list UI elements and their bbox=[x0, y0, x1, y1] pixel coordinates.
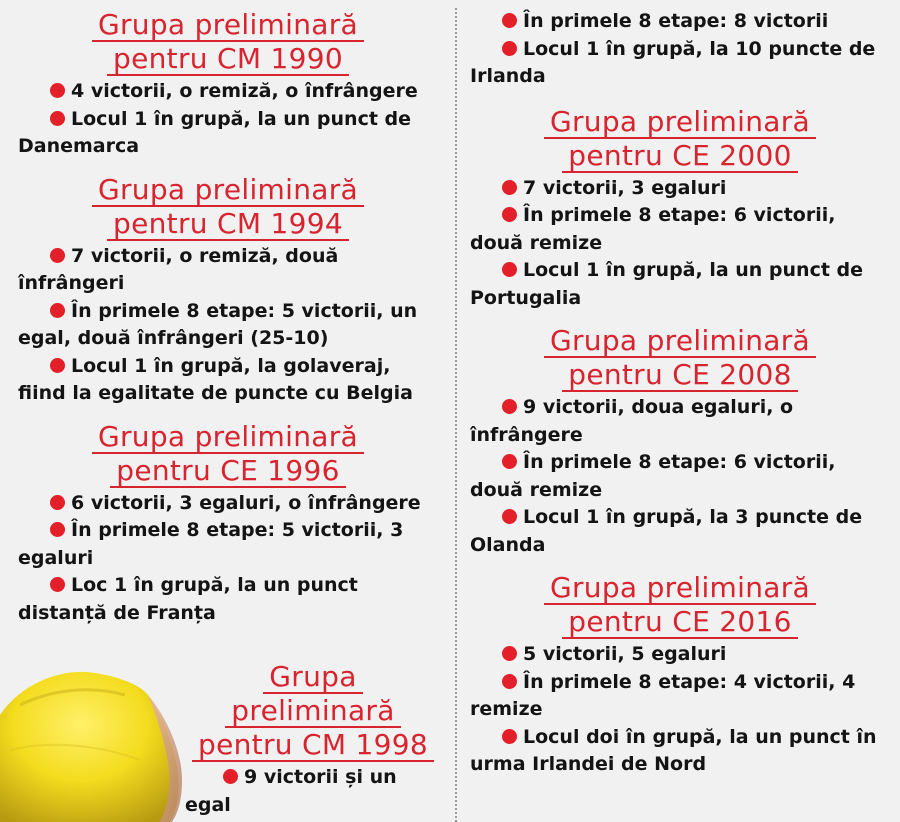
stats-list bbox=[185, 764, 441, 819]
bullet-icon bbox=[502, 13, 517, 28]
title-line: Grupa preliminară bbox=[92, 422, 364, 454]
title-line: Grupa preliminară bbox=[92, 10, 364, 42]
bullet-icon bbox=[50, 303, 65, 318]
list-item: 5 victorii, 5 egaluri bbox=[470, 641, 890, 669]
bullet-icon bbox=[223, 769, 238, 784]
list-item: 6 victorii, 3 egaluri, o înfrângere bbox=[18, 490, 438, 518]
bullet-icon bbox=[50, 522, 65, 537]
title-line: Grupa bbox=[263, 662, 362, 694]
list-item: În primele 8 etape: 5 victorii, 3 egaluri bbox=[18, 519, 404, 569]
title-line: Grupa preliminară bbox=[544, 107, 816, 139]
section-ce-2016 bbox=[470, 571, 890, 779]
bullet-icon bbox=[502, 399, 517, 414]
list-item: Locul 1 în grupă, la 3 puncte de Olanda bbox=[470, 506, 863, 556]
stats-list bbox=[470, 175, 890, 313]
bullet-icon bbox=[502, 180, 517, 195]
left-column bbox=[18, 0, 438, 627]
bullet-icon bbox=[502, 454, 517, 469]
section-title bbox=[470, 571, 890, 639]
title-line: pentru CE 2000 bbox=[562, 141, 797, 173]
stats-list bbox=[18, 78, 438, 161]
list-item: În primele 8 etape: 6 victorii, două remize bbox=[470, 204, 836, 254]
stats-list bbox=[18, 490, 438, 628]
title-line: pentru CE 2008 bbox=[562, 360, 797, 392]
list-item: În primele 8 etape: 4 victorii, 4 remize bbox=[470, 670, 856, 720]
list-item: Locul 1 în grupă, la 10 puncte de Irlanda bbox=[470, 37, 876, 87]
list-item: În primele 8 etape: 5 victorii, un egal, două înfrângeri (25-10) bbox=[18, 299, 418, 349]
list-item: Locul 1 în grupă, la golaveraj, fiind la egalitate de puncte cu Belgia bbox=[18, 354, 413, 404]
section-ce-1996 bbox=[18, 420, 438, 628]
list-item: 9 victorii și un egal bbox=[185, 766, 397, 816]
list-item: 7 victorii, 3 egaluri bbox=[470, 175, 890, 203]
bullet-icon bbox=[50, 358, 65, 373]
list-item: 7 victorii, o remiză, două înfrângeri bbox=[18, 244, 339, 294]
bullet-icon bbox=[502, 41, 517, 56]
stats-list bbox=[18, 243, 438, 408]
yellow-fist-image bbox=[0, 655, 185, 822]
stats-list bbox=[470, 8, 890, 91]
section-title bbox=[185, 660, 441, 762]
section-title bbox=[18, 8, 438, 76]
bullet-icon bbox=[502, 207, 517, 222]
section-ce-2000 bbox=[470, 105, 890, 313]
bullet-icon bbox=[50, 495, 65, 510]
list-item: În primele 8 etape: 6 victorii, două remize bbox=[470, 451, 836, 501]
title-line: pentru CE 1996 bbox=[110, 456, 345, 488]
title-line: Grupa preliminară bbox=[544, 573, 816, 605]
list-item: În primele 8 etape: 8 victorii bbox=[470, 8, 890, 36]
column-divider bbox=[455, 8, 457, 822]
section-cm-1990 bbox=[18, 8, 438, 161]
list-item: 4 victorii, o remiză, o înfrângere bbox=[18, 78, 438, 106]
section-title bbox=[470, 105, 890, 173]
bullet-icon bbox=[50, 577, 65, 592]
bullet-icon bbox=[50, 111, 65, 126]
list-item: Locul 1 în grupă, la un punct de Portugalia bbox=[470, 259, 864, 309]
section-title bbox=[470, 324, 890, 392]
title-line: pentru CE 2016 bbox=[562, 607, 797, 639]
title-line: preliminară bbox=[225, 696, 400, 728]
bullet-icon bbox=[502, 509, 517, 524]
bullet-icon bbox=[502, 674, 517, 689]
title-line: pentru CM 1998 bbox=[192, 730, 434, 762]
list-item: Loc 1 în grupă, la un punct distanță de Franța bbox=[18, 574, 358, 624]
bullet-icon bbox=[502, 646, 517, 661]
section-title bbox=[18, 173, 438, 241]
list-item: Locul doi în grupă, la un punct în urma Irlandei de Nord bbox=[470, 725, 877, 775]
bullet-icon bbox=[50, 83, 65, 98]
list-item: Locul 1 în grupă, la un punct de Danemarca bbox=[18, 107, 412, 157]
title-line: Grupa preliminară bbox=[92, 175, 364, 207]
list-item: 9 victorii, doua egaluri, o înfrângere bbox=[470, 396, 794, 446]
section-cm-1994 bbox=[18, 173, 438, 408]
right-column bbox=[470, 0, 890, 779]
title-line: pentru CM 1994 bbox=[107, 209, 349, 241]
bullet-icon bbox=[502, 729, 517, 744]
section-ce-2008 bbox=[470, 324, 890, 559]
stats-list bbox=[470, 641, 890, 779]
stats-list bbox=[470, 394, 890, 559]
title-line: pentru CM 1990 bbox=[107, 44, 349, 76]
section-cm-1998-continued bbox=[470, 8, 890, 91]
bullet-icon bbox=[50, 248, 65, 263]
section-cm-1998 bbox=[185, 660, 441, 819]
bullet-icon bbox=[502, 262, 517, 277]
section-title bbox=[18, 420, 438, 488]
title-line: Grupa preliminară bbox=[544, 326, 816, 358]
